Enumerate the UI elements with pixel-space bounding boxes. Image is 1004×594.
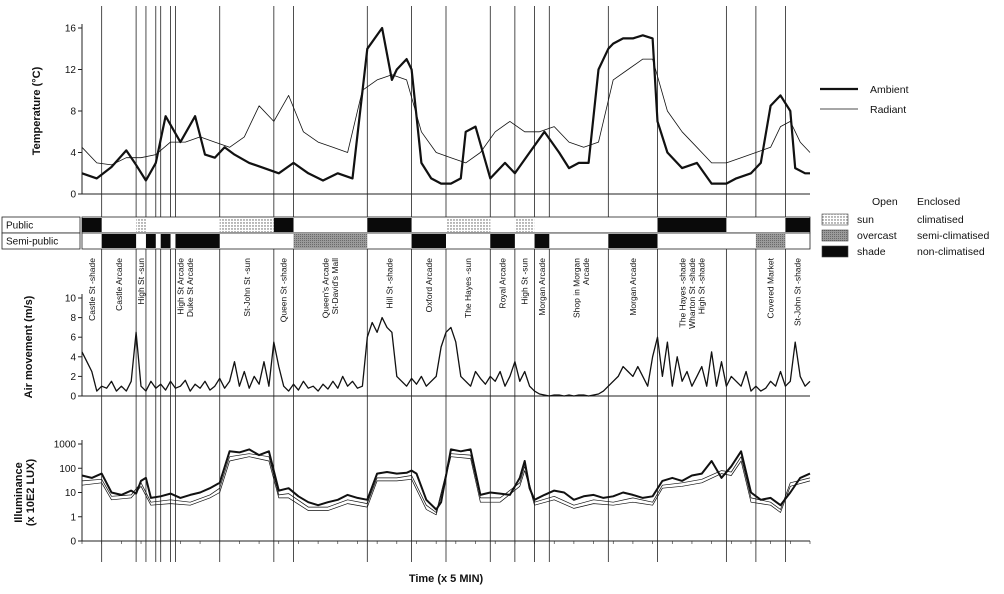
location-label: Queen St -shade (278, 258, 289, 323)
legends (820, 84, 990, 258)
y-axis-label: Illuminance (13, 462, 25, 523)
strip-segment-overcast (756, 234, 786, 248)
location-label: High St -shade (696, 258, 707, 315)
location-label: The Hayes -sun (463, 258, 474, 318)
location-label: Shop in Morgan (571, 258, 582, 319)
y-tick-label: 10 (64, 293, 76, 305)
strip-segment-shade (490, 234, 515, 248)
strip-segment-shade (412, 234, 446, 248)
legend-swatch-grey (822, 230, 848, 241)
y-tick-label: 4 (70, 148, 76, 159)
location-label: High St Arcade (175, 258, 186, 315)
location-label: Royal Arcade (497, 258, 508, 309)
legend-enclosed-label: semi-climatised (917, 230, 990, 242)
location-label: Covered Market (765, 258, 776, 319)
y-tick-label: 0 (70, 536, 76, 548)
location-label: High St -sun (519, 258, 530, 305)
y-tick-label: 8 (70, 313, 76, 325)
location-label: Oxford Arcade (423, 258, 434, 313)
y-tick-label: 2 (70, 371, 76, 383)
strip-segment-shade (535, 234, 550, 248)
location-label: St-David's Mall (330, 258, 341, 315)
location-label: High St -sun (136, 258, 146, 305)
y-tick-label: 4 (70, 352, 76, 364)
strip-segment-shade (161, 234, 171, 248)
location-labels (87, 257, 803, 329)
y-tick-label: 0 (70, 189, 76, 201)
panel-temperature (31, 24, 810, 201)
y-tick-label: 6 (70, 332, 76, 344)
y-tick-label: 1000 (53, 439, 76, 451)
strip-segment-shade (102, 234, 136, 248)
legend-header-enclosed: Enclosed (917, 196, 961, 208)
strip-row-label: Public (6, 220, 34, 232)
location-label: Queen's Arcade (320, 258, 331, 319)
location-label: Morgan Arcade (536, 258, 547, 316)
strip-segment-shade (274, 218, 294, 232)
strip-segment-shade (658, 218, 727, 232)
location-label: St-John St -shade (792, 258, 803, 327)
legend-label-radiant: Radiant (870, 104, 907, 116)
strip-segment-shade (175, 234, 219, 248)
legend-open-label: sun (857, 214, 874, 226)
location-label: Wharton St -shade (686, 258, 697, 329)
location-label: St-John St -sun (241, 258, 252, 317)
location-label: Arcade (581, 258, 591, 285)
exposure-strips (2, 217, 810, 249)
strip-row-label: Semi-public (6, 236, 59, 248)
strip-segment-shade (785, 218, 810, 232)
location-label: Duke St Arcade (185, 258, 195, 318)
legend-label-ambient: Ambient (870, 84, 909, 96)
legend-header-open: Open (872, 196, 898, 208)
x-axis-label: Time (x 5 MIN) (408, 573, 484, 585)
location-label: The Hayes -shade (677, 258, 688, 328)
y-tick-label: 16 (64, 23, 76, 35)
legend-enclosed-label: non-climatised (917, 246, 985, 258)
location-label: Hill St -shade (384, 258, 395, 309)
y-tick-label: 10 (64, 488, 76, 499)
strip-segment-overcast (294, 234, 368, 248)
legend-swatch-black (822, 246, 848, 257)
strip-segment-sun (136, 218, 146, 232)
legend-open-label: shade (857, 246, 886, 258)
strip-segment-sun (220, 218, 274, 232)
y-tick-label: 100 (59, 463, 76, 475)
location-label: Castle Arcade (113, 258, 124, 311)
legend-swatch-dotted (822, 214, 848, 225)
y-axis-label: Air movement (m/s) (23, 295, 35, 399)
strip-segment-shade (608, 234, 657, 248)
y-tick-label: 12 (64, 65, 76, 76)
y-axis-label: (x 10E2 LUX) (25, 458, 37, 527)
strip-segment-sun (446, 218, 490, 232)
strip-segment-shade (367, 218, 411, 232)
y-tick-label: 0 (70, 391, 76, 403)
strip-segment-shade (82, 218, 102, 232)
location-label: Castle St -shade (86, 258, 97, 321)
y-axis-label: Temperature (°C) (31, 66, 43, 156)
strip-segment-sun (515, 218, 535, 232)
legend-enclosed-label: climatised (917, 214, 964, 226)
location-label: Morgan Arcade (627, 258, 638, 316)
legend-open-label: overcast (857, 230, 897, 242)
y-tick-label: 1 (70, 512, 76, 524)
strip-segment-shade (146, 234, 156, 248)
y-tick-label: 8 (70, 106, 76, 118)
